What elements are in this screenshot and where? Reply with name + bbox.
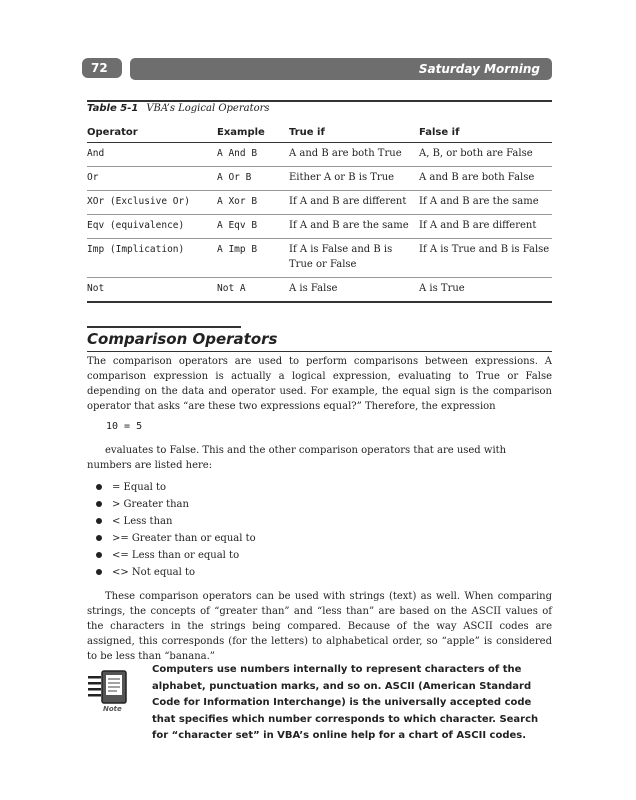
list-item: >= Greater than or equal to [87,531,256,548]
cell-false-if: If A is True and B is False [419,239,552,278]
cell-true-if: A and B are both True [289,143,419,167]
bullet-icon [96,535,102,541]
cell-operator: Eqv (equivalence) [87,215,217,239]
note-text: Computers use numbers internally to represent characters of the alphabet, punctuation marks, and so on. ASCII (American Standard Code for Information Interchange) is the universally accepted code that specifies which number corresponds to which character. Search for “character set” in VBA’s online help for a chart of ASCII codes. [152,664,539,741]
section-heading: Comparison Operators [87,330,278,348]
page-number: 72 [82,58,122,78]
cell-false-if: A, B, or both are False [419,143,552,167]
code-example: 10 = 5 [106,421,143,432]
table-header-row [87,124,552,143]
list-item: > Greater than [87,497,256,514]
paragraph-intro: The comparison operators are used to perform comparisons between expressions. A comparison expression is actually a logical expression, evaluating to True or False depending on the data and operator used. For example, the equal sign is the comparison operator that asks “are these two expressions equal?” Therefore, the expression [87,356,552,412]
cell-operator: Not [87,278,217,303]
list-item: <= Less than or equal to [87,548,256,565]
cell-true-if: If A and B are the same [289,215,419,239]
bullet-icon [96,501,102,507]
table-caption-title: VBA’s Logical Operators [146,103,270,114]
comparison-operator-list [87,480,256,582]
bullet-icon [96,552,102,558]
cell-operator: Imp (Implication) [87,239,217,278]
table-caption [87,103,270,114]
cell-false-if: A and B are both False [419,167,552,191]
cell-true-if: If A and B are different [289,191,419,215]
section-rule [87,326,241,328]
col-header-true-if: True if [289,124,419,143]
cell-false-if: If A and B are different [419,215,552,239]
bullet-icon [96,484,102,490]
bullet-icon [96,569,102,575]
table-row [87,215,552,239]
section-underline [87,351,552,352]
cell-example: A Imp B [217,239,289,278]
cell-example: A Xor B [217,191,289,215]
list-item: = Equal to [87,480,256,497]
list-item: <> Not equal to [87,565,256,582]
cell-example: A Or B [217,167,289,191]
logical-operators-table [87,124,552,303]
table-row [87,143,552,167]
table-row [87,191,552,215]
cell-true-if: Either A or B is True [289,167,419,191]
table-top-rule [87,100,552,102]
table-caption-label: Table 5-1 [87,103,139,114]
bullet-icon [96,518,102,524]
cell-operator: Or [87,167,217,191]
note-icon [88,668,132,714]
list-item: < Less than [87,514,256,531]
table-row [87,278,552,303]
col-header-false-if: False if [419,124,552,143]
paragraph-evaluates: evaluates to False. This and the other comparison operators that are used with numbers are listed here: [87,445,507,471]
cell-true-if: A is False [289,278,419,303]
cell-false-if: If A and B are the same [419,191,552,215]
col-header-example: Example [217,124,289,143]
note-icon-label: Note [103,705,122,713]
running-title: Saturday Morning [130,58,552,80]
cell-example: A And B [217,143,289,167]
cell-false-if: A is True [419,278,552,303]
col-header-operator: Operator [87,124,217,143]
paragraph-strings: These comparison operators can be used with strings (text) as well. When comparing strings, the concepts of “greater than” and “less than” are based on the ASCII values of the characters in the strings being compared. Because of the way ASCII codes are assigned, this corresponds (for the letters) to alphabetical order, so “apple” is considered to be less than “banana.” [87,591,552,662]
cell-operator: XOr (Exclusive Or) [87,191,217,215]
cell-example: Not A [217,278,289,303]
table-row [87,167,552,191]
cell-example: A Eqv B [217,215,289,239]
cell-operator: And [87,143,217,167]
table-row [87,239,552,278]
cell-true-if: If A is False and B is True or False [289,239,419,278]
